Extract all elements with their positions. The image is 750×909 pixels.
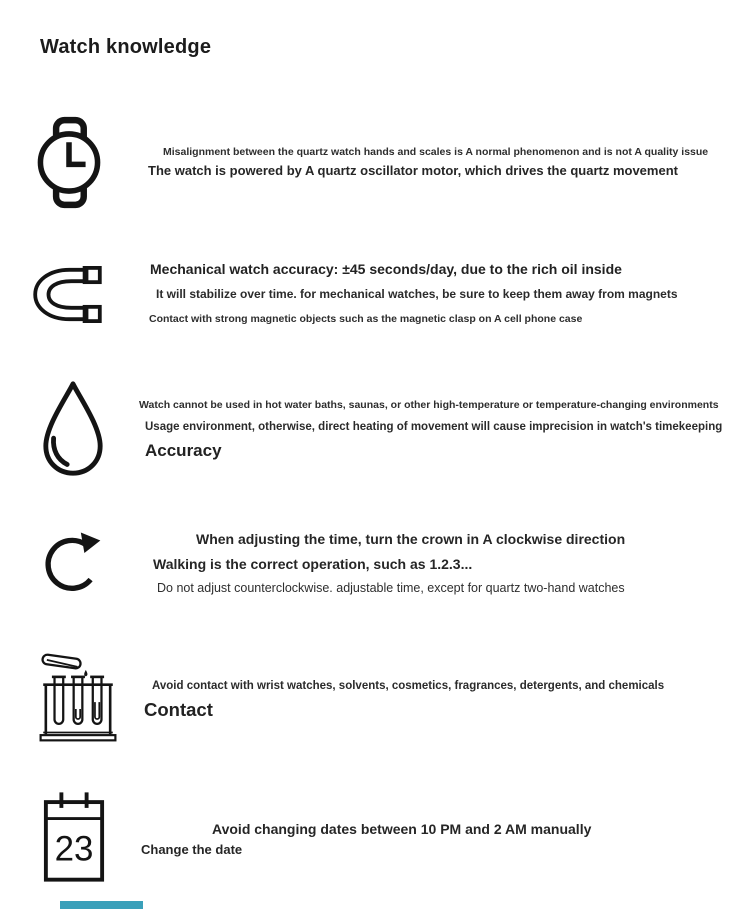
- calendar-icon: [42, 789, 106, 885]
- section-text-line: Avoid contact with wrist watches, solvents, cosmetics, fragrances, detergents, and chemicals: [152, 680, 665, 692]
- magnet-icon: [29, 266, 106, 323]
- section-text-line: Walking is the correct operation, such as 1.2.3...: [153, 556, 473, 572]
- section-heading: Contact: [144, 699, 213, 720]
- page-title: Watch knowledge: [40, 36, 212, 58]
- section-text-line: Change the date: [141, 842, 243, 857]
- section-text-line: When adjusting the time, turn the crown in A clockwise direction: [196, 531, 626, 547]
- section-text-line: Misalignment between the quartz watch hands and scales is A normal phenomenon and is not A quality issue: [163, 146, 709, 158]
- section-text-line: The watch is powered by A quartz oscillator motor, which drives the quartz movement: [148, 163, 678, 178]
- section-text-line: It will stabilize over time. for mechanical watches, be sure to keep them away from magnets: [156, 287, 678, 301]
- section-text-line: Contact with strong magnetic objects such as the magnetic clasp on A cell phone case: [149, 313, 583, 325]
- section-text-line: Avoid changing dates between 10 PM and 2 AM manually: [212, 821, 592, 837]
- section-text-line: Usage environment, otherwise, direct heating of movement will cause imprecision in watch's timekeeping: [145, 421, 723, 433]
- water-drop-icon: [40, 379, 106, 478]
- section-text-line: Do not adjust counterclockwise. adjustable time, except for quartz two-hand watches: [157, 581, 625, 595]
- wristwatch-icon: [34, 114, 104, 211]
- section-text-line: Mechanical watch accuracy: ±45 seconds/day, due to the rich oil inside: [150, 261, 622, 277]
- section-heading: Accuracy: [145, 441, 222, 460]
- test-tubes-icon: [38, 646, 118, 746]
- section-text-line: Watch cannot be used in hot water baths, saunas, or other high-temperature or temperature-changing environments: [139, 399, 719, 411]
- clockwise-arrow-icon: [40, 527, 111, 602]
- calendar-day-number: 23: [54, 829, 94, 869]
- footer-accent-bar: [60, 901, 143, 909]
